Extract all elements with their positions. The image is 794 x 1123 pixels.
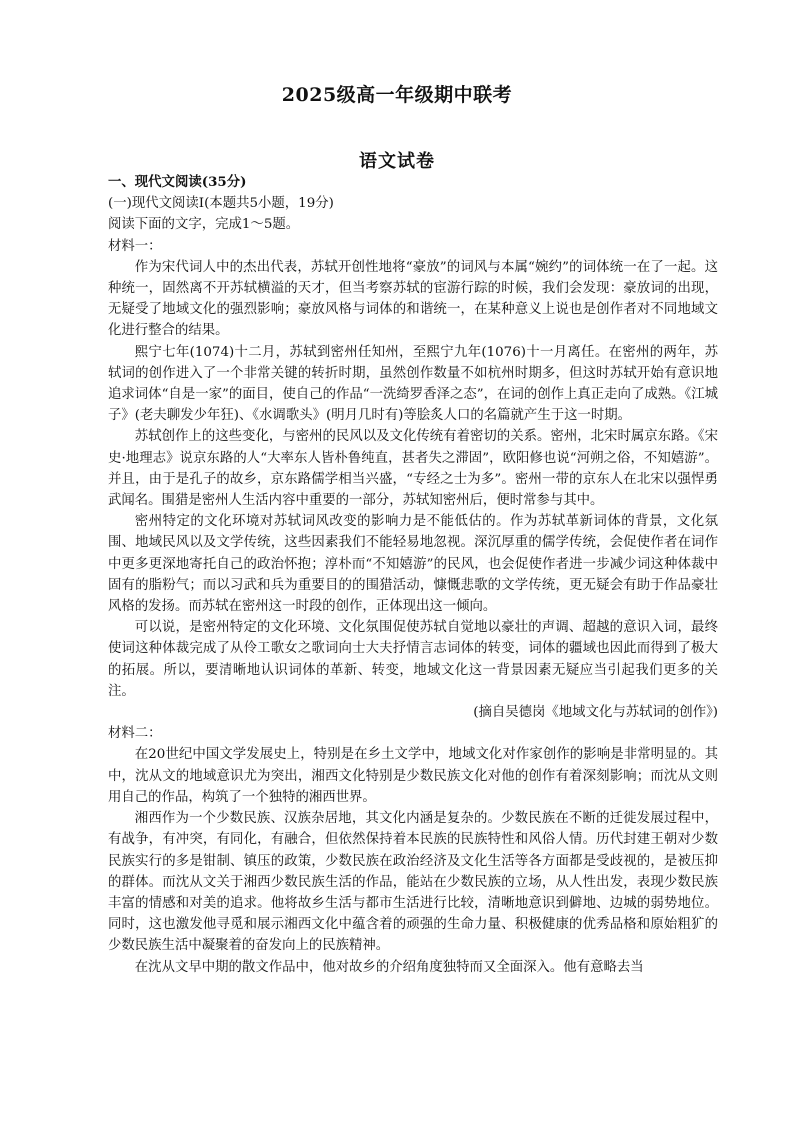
instruction: 阅读下面的文字，完成1～5题。 xyxy=(108,217,300,233)
material1-source: (摘自吴德岗《地域文化与苏轼词的创作》) xyxy=(473,705,718,721)
material1-paragraph: 熙宁七年(1074)十二月，苏轼到密州任知州，至熙宁九年(1076)十一月离任。在密州的两年，苏轼词的创作进入了一个非常关键的转折时期，虽然创作数量不如杭州时期多，但这时苏轼开始有意识地追求词体“自是一家”的面目，使自己的作品“一洗绮罗香泽之态”，在词的创作上真正走向了成熟。《江城子》(老夫聊发少年狂)、《水调歌头》(明月几时有)等脍炙人口的名篇就产生于这一时期。 xyxy=(108,344,718,424)
material1-paragraph: 密州特定的文化环境对苏轼词风改变的影响力是不能低估的。作为苏轼革新词体的背景，文化氛围、地域民风以及文学传统，这些因素我们不能轻易地忽视。深沉厚重的儒学传统，会促使作者在词作中更多更深地寄托自己的政治怀抱；淳朴而“不知嬉游”的民风，也会促使作者进一步减少词这种体裁中固有的脂粉气；而以习武和兵为重要目的的围猎活动，慷慨悲歌的文学传统，更无疑会有助于作品豪壮风格的发扬。而苏轼在密州这一时段的创作，正体现出这一倾向。 xyxy=(108,514,718,615)
material2-paragraph: 在20世纪中国文学发展史上，特别是在乡土文学中，地域文化对作家创作的影响是非常明显的。其中，沈从文的地域意识尤为突出，湘西文化特别是少数民族文化对他的创作有着深刻影响；而沈从文则用自己的作品，构筑了一个独特的湘西世界。 xyxy=(108,747,718,805)
paper-subtitle: 语文试卷 xyxy=(359,151,435,172)
material1-label: 材料一： xyxy=(108,238,162,254)
sub-section-heading: (一)现代文阅读Ⅰ(本题共5小题，19分) xyxy=(108,196,334,212)
material2-paragraph: 湘西作为一个少数民族、汉族杂居地，其文化内涵是复杂的。少数民族在不断的迁徙发展过程中，有战争，有冲突，有同化，有融合，但依然保持着本民族的民族特性和风俗人情。历代封建王朝对少数民族实行的多是钳制、镇压的政策，少数民族在政治经济及文化生活等各方面都是受歧视的，是被压抑的群体。而沈从文关于湘西少数民族生活的作品，能站在少数民族的立场，从人性出发，表现少数民族丰富的情感和对美的追求。他将故乡生活与都市生活进行比较，清晰地意识到僻地、边城的弱势地位。同时，这也激发他寻觅和展示湘西文化中蕴含着的顽强的生命力量、积极健康的优秀品格和原始粗犷的少数民族生活中凝聚着的奋发向上的民族精神。 xyxy=(108,811,718,954)
section-heading: 一、现代文阅读(35分) xyxy=(108,174,247,190)
material1-paragraph: 苏轼创作上的这些变化，与密州的民风以及文化传统有着密切的关系。密州，北宋时属京东路。《宋史·地理志》说京东路的人“大率东人皆朴鲁纯直，甚者失之滞固”，欧阳修也说“河朔之俗，不知嬉游”。并且，由于是孔子的故乡，京东路儒学相当兴盛，“专经之士为多”。密州一带的京东人在北宋以强悍勇武闻名。围猎是密州人生活内容中重要的一部分，苏轼知密州后，便时常参与其中。 xyxy=(108,429,718,509)
material2-label: 材料二： xyxy=(108,726,162,742)
material1-paragraph: 可以说，是密州特定的文化环境、文化氛围促使苏轼自觉地以豪壮的声调、超越的意识入词，最终使词这种体裁完成了从伶工歌女之歌词向士大夫抒情言志词体的转变，词体的疆域也因此而得到了极大的拓展。所以，要清晰地认识词体的革新、转变，地域文化这一背景因素无疑应当引起我们更多的关注。 xyxy=(108,620,718,699)
material2-paragraph: 在沈从文早中期的散文作品中，他对故乡的介绍角度独特而又全面深入。他有意略去当 xyxy=(134,959,644,975)
exam-title: 2025级高一年级期中联考 xyxy=(281,84,513,106)
material1-paragraph: 作为宋代词人中的杰出代表，苏轼开创性地将“豪放”的词风与本属“婉约”的词体统一在了一起。这种统一，固然离不开苏轼横溢的天才，但当考察苏轼的宦游行踪的时候，我们会发现：豪放词的出现，无疑受了地域文化的强烈影响；豪放风格与词体的和谐统一，在某种意义上说也是创作者对不同地域文化进行整合的结果。 xyxy=(108,259,718,339)
exam-content xyxy=(108,172,718,978)
